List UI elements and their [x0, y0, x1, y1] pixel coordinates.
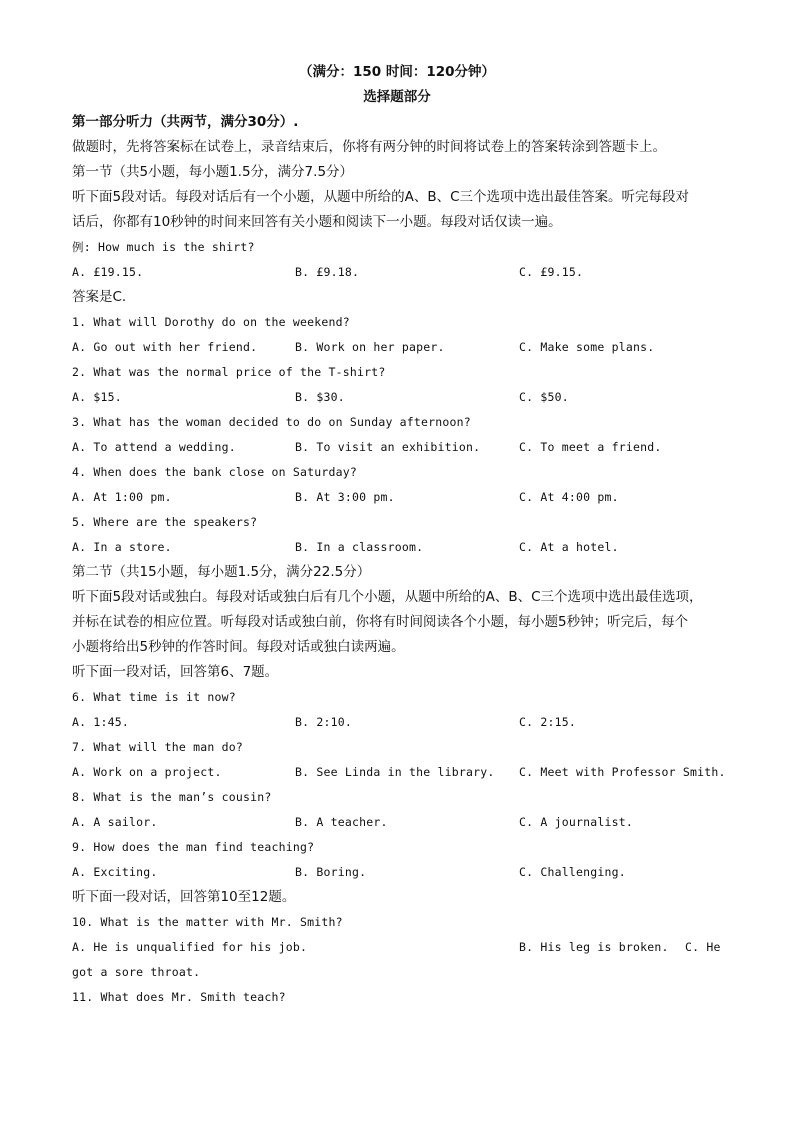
part1-title: 第一部分听力（共两节，满分30分）. — [72, 114, 299, 130]
question: 3. What has the woman decided to do on Sunday afternoon? — [72, 415, 471, 429]
option-a: A. A sailor. — [72, 815, 158, 829]
dialog-intro: 听下面一段对话，回答第10至12题。 — [72, 889, 296, 905]
option-b: B. His leg is broken. — [519, 940, 669, 954]
option-c: C. 2:15. — [519, 715, 576, 729]
option-a: A. To attend a wedding. — [72, 440, 236, 454]
option-c: C. At a hotel. — [519, 540, 619, 554]
question: 8. What is the man’s cousin? — [72, 790, 272, 804]
section2-instruction: 小题将给出5秒钟的作答时间。每段对话或独白读两遍。 — [72, 639, 405, 655]
question: 6. What time is it now? — [72, 690, 236, 704]
option-c: C. £9.15. — [519, 265, 584, 279]
option-b: B. Boring. — [295, 865, 367, 879]
option-c: C. Make some plans. — [519, 340, 655, 354]
section2-title: 第二节（共15小题，每小题1.5分，满分22.5分） — [72, 564, 371, 580]
section2-instruction: 听下面5段对话或独白。每段对话或独白后有几个小题，从题中所给的A、B、C三个选项中选出最佳选项， — [72, 589, 703, 605]
part1-instruction: 做题时，先将答案标在试卷上，录音结束后，你将有两分钟的时间将试卷上的答案转涂到答题卡上。 — [72, 139, 666, 155]
example-question: 例: How much is the shirt? — [72, 240, 255, 254]
option-b: B. £9.18. — [295, 265, 360, 279]
option-c: C. To meet a friend. — [519, 440, 662, 454]
section-title: 选择题部分 — [363, 89, 431, 105]
question: 2. What was the normal price of the T-shirt? — [72, 365, 386, 379]
option-c: C. $50. — [519, 390, 569, 404]
example-answer: 答案是C. — [72, 289, 127, 305]
option-a: A. $15. — [72, 390, 122, 404]
option-b: B. $30. — [295, 390, 345, 404]
option-b: B. To visit an exhibition. — [295, 440, 481, 454]
option-c: C. A journalist. — [519, 815, 633, 829]
option-c: C. Meet with Professor Smith. — [519, 765, 726, 779]
option-b: B. In a classroom. — [295, 540, 424, 554]
section1-instruction: 听下面5段对话。每段对话后有一个小题，从题中所给的A、B、C三个选项中选出最佳答案。听完每段对 — [72, 189, 690, 205]
option-a: A. In a store. — [72, 540, 172, 554]
option-b: B. 2:10. — [295, 715, 352, 729]
score-time-header: （满分：150 时间：120分钟） — [298, 64, 496, 80]
option-b: B. At 3:00 pm. — [295, 490, 395, 504]
option-b: B. See Linda in the library. — [295, 765, 495, 779]
option-a: A. At 1:00 pm. — [72, 490, 172, 504]
option-c: C. He — [685, 940, 721, 954]
question: 9. How does the man find teaching? — [72, 840, 315, 854]
question: 7. What will the man do? — [72, 740, 243, 754]
option-c-continued: got a sore throat. — [72, 965, 201, 979]
question: 10. What is the matter with Mr. Smith? — [72, 915, 343, 929]
option-c: C. Challenging. — [519, 865, 626, 879]
question: 11. What does Mr. Smith teach? — [72, 990, 286, 1004]
option-a: A. Exciting. — [72, 865, 158, 879]
section1-instruction: 话后，你都有10秒钟的时间来回答有关小题和阅读下一小题。每段对话仅读一遍。 — [72, 214, 562, 230]
section2-instruction: 并标在试卷的相应位置。听每段对话或独白前，你将有时间阅读各个小题，每小题5秒钟；听完后，每个 — [72, 614, 689, 630]
question: 5. Where are the speakers? — [72, 515, 258, 529]
dialog-intro: 听下面一段对话，回答第6、7题。 — [72, 664, 279, 680]
question: 4. When does the bank close on Saturday? — [72, 465, 357, 479]
section1-title: 第一节（共5小题，每小题1.5分，满分7.5分） — [72, 164, 354, 180]
question: 1. What will Dorothy do on the weekend? — [72, 315, 350, 329]
option-a: A. 1:45. — [72, 715, 129, 729]
option-a: A. He is unqualified for his job. — [72, 940, 308, 954]
option-b: B. A teacher. — [295, 815, 388, 829]
option-a: A. £19.15. — [72, 265, 144, 279]
option-c: C. At 4:00 pm. — [519, 490, 619, 504]
option-a: A. Go out with her friend. — [72, 340, 258, 354]
option-b: B. Work on her paper. — [295, 340, 445, 354]
option-a: A. Work on a project. — [72, 765, 222, 779]
